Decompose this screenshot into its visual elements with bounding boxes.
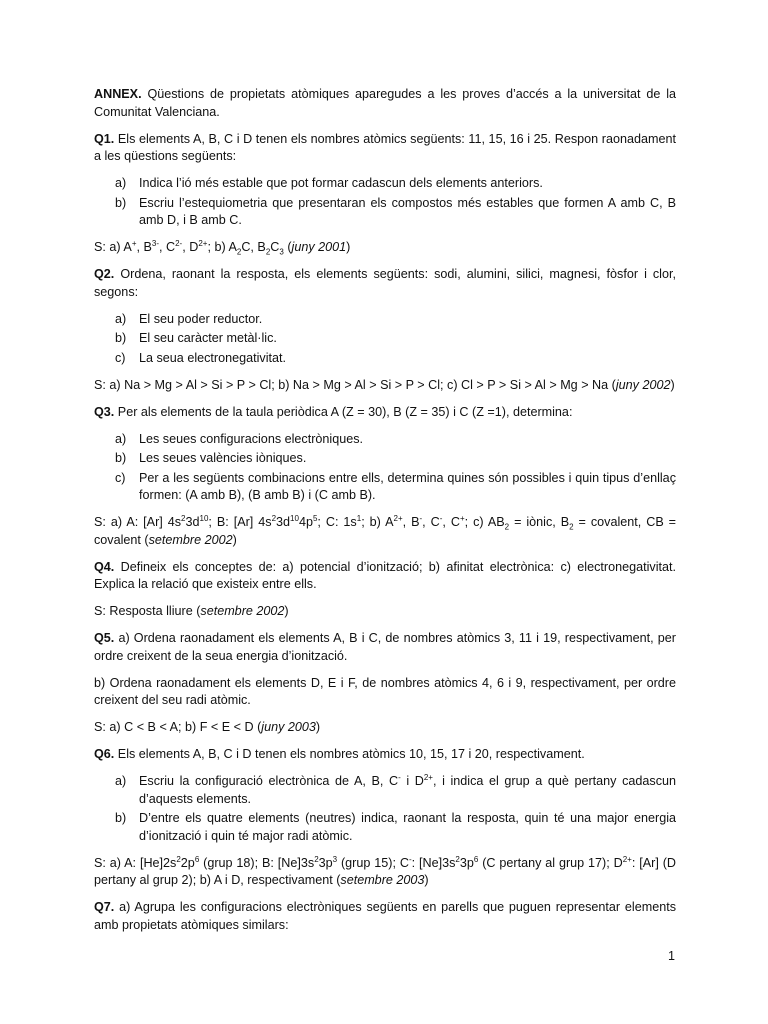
- sol-text: 3p: [318, 855, 333, 870]
- q3-item-c: [94, 470, 676, 505]
- q5-question-b: b) Ordena raonadament els elements D, E i F, de nombres atòmics 4, 6 i 9, respectivament, per ordre creixent del seu radi atòmic.: [94, 675, 676, 707]
- sol-sup: -: [419, 513, 423, 523]
- list-item-text: El seu caràcter metàl·lic.: [139, 331, 277, 345]
- sol-text: S: a) A: [He]2s: [94, 855, 177, 870]
- sol-text: 3p: [459, 855, 474, 870]
- sol-text: ; C: 1s: [317, 515, 357, 529]
- list-item-text: Escriu l’estequiometria que presentaran els compostos més estables que formen A amb C, B amb D, i B amb C.: [139, 195, 676, 227]
- sol-text: (grup 18); B: [Ne]3s: [199, 855, 315, 870]
- list-item-text: , i indica el grup a què pertany cadascun d’aquests elements.: [139, 774, 676, 806]
- sol-text: ): [232, 532, 237, 547]
- list-item-text: Les seues valències iòniques.: [139, 451, 307, 465]
- q1-list: [94, 175, 676, 230]
- sol-text: , C: [442, 515, 460, 529]
- q2-list: [94, 311, 676, 368]
- q5-label: Q5.: [94, 631, 115, 645]
- sol-text: ): [315, 720, 321, 734]
- sol-sup: +: [459, 513, 465, 523]
- q6-list: [94, 773, 676, 845]
- q3-solution: [94, 514, 676, 549]
- q6-item-b: [94, 810, 676, 845]
- q6-label: Q6.: [94, 747, 115, 761]
- q5-text: a) Ordena raonadament els elements A, B i C, de nombres atòmics 3, 11 i 19, respectivament, per ordre creixent de la seua energia d’ionització.: [94, 631, 676, 663]
- sol-text: = iònic, B: [509, 515, 570, 529]
- sol-text: S: a) C < B < A; b) F < E < D (: [94, 720, 262, 734]
- sol-text: S: a) Na > Mg > Al > Si > P > Cl; b) Na > Mg > Al > Si > P > Cl; c) Cl > P > Si > Al > Mg > Na (: [94, 377, 616, 392]
- list-marker: b): [115, 195, 127, 210]
- sol-sup: 2+: [198, 238, 208, 248]
- sol-text: , C: [422, 515, 440, 529]
- annex-label: ANNEX.: [94, 87, 142, 101]
- sol-text: ; c) AB: [464, 515, 505, 529]
- q4-question: [94, 559, 676, 594]
- list-item-text: i D: [400, 774, 424, 788]
- q1-item-a: [94, 175, 676, 193]
- q7-label: Q7.: [94, 900, 115, 914]
- list-item-text: D’entre els quatre elements (neutres) indica, raonant la resposta, quin té una major energia d’ionització i quin té major radi atòmic.: [139, 811, 676, 843]
- q1-question: [94, 131, 676, 166]
- q3-label: Q3.: [94, 404, 115, 419]
- sol-text: 3d: [185, 515, 200, 529]
- sol-date: setembre 2003: [340, 873, 425, 887]
- q5-question: [94, 630, 676, 665]
- sol-text: ): [670, 377, 675, 392]
- sol-text: : [Ne]3s: [411, 855, 456, 870]
- list-item-text: Per a les següents combinacions entre ells, determina quines són possibles i quin tipus d’enllaç formen: (A amb B), (B amb B) i (C amb B).: [139, 470, 676, 502]
- sol-text: : [Ar] (D pertany al grup 2); b) A i D, respectivament (: [94, 855, 676, 887]
- sol-text: , C: [159, 240, 176, 254]
- sol-sup: 2: [271, 513, 277, 523]
- list-item-text: Indica l’ió més estable que pot formar cadascun dels elements anteriors.: [139, 176, 543, 190]
- q6-item-a: [94, 773, 676, 808]
- sol-text: S: Resposta lliure (: [94, 604, 201, 618]
- sol-date: setembre 2002: [148, 532, 233, 547]
- sol-sup: 5: [312, 513, 318, 523]
- annex-paragraph: [94, 86, 676, 121]
- sol-sup: 2-: [175, 238, 183, 248]
- q7-question: [94, 899, 676, 934]
- list-marker: b): [115, 451, 127, 465]
- sol-sup: +: [131, 238, 137, 248]
- q2-item-a: [94, 311, 676, 329]
- q3-text: Per als elements de la taula periòdica A (Z = 30), B (Z = 35) i C (Z =1), determina:: [114, 404, 573, 419]
- q3-item-a: [94, 431, 676, 449]
- list-marker: a): [115, 311, 127, 326]
- sol-date: juny 2002: [615, 377, 671, 392]
- q4-solution: [94, 603, 676, 621]
- q1-solution: [94, 239, 676, 257]
- sol-sub: 2: [236, 247, 242, 257]
- sol-text: , D: [182, 240, 199, 254]
- q1-label: Q1.: [94, 131, 115, 146]
- sol-text: S: a) A: [Ar] 4s: [94, 515, 182, 529]
- q4-label: Q4.: [94, 559, 115, 574]
- q6-question: [94, 746, 676, 764]
- list-marker: a): [115, 774, 127, 788]
- sol-text: ): [346, 240, 351, 254]
- sol-sub: 3: [279, 247, 284, 257]
- list-marker: a): [115, 431, 127, 446]
- sol-sup: -: [439, 513, 443, 523]
- sol-text: ; B: [Ar] 4s: [208, 515, 272, 529]
- sol-sup: 10: [290, 513, 299, 523]
- list-marker: b): [115, 811, 127, 825]
- q3-list: [94, 431, 676, 505]
- q3-question: [94, 404, 676, 422]
- sol-sup: 2+: [393, 513, 403, 523]
- sol-text: C: [270, 240, 280, 254]
- list-item-text: El seu poder reductor.: [139, 311, 263, 326]
- sol-sup: 2: [176, 854, 181, 864]
- sol-sup: 2+: [622, 854, 632, 864]
- sol-text: ): [284, 604, 289, 618]
- sol-sup: 3-: [151, 238, 160, 248]
- sol-sub: 2: [265, 247, 271, 257]
- sol-date: juny 2003: [261, 720, 316, 734]
- item-sup: 2+: [423, 772, 433, 782]
- annex-text: Qüestions de propietats atòmiques aparegudes a les proves d’accés a la universitat de la Comunitat Valenciana.: [94, 87, 676, 119]
- sol-sup: 2: [314, 854, 319, 864]
- q7-text: a) Agrupa les configuracions electròniques següents en parells que puguen representar elements amb propietats atòmiques similars:: [94, 900, 676, 932]
- sol-date: juny 2001: [291, 240, 347, 254]
- q2-question: [94, 266, 676, 301]
- sol-sup: 6: [473, 854, 479, 864]
- sol-sup: 10: [199, 513, 209, 523]
- sol-sup: 1: [356, 513, 362, 523]
- sol-text: , B: [402, 515, 420, 529]
- sol-sub: 2: [504, 522, 510, 532]
- q4-text: Defineix els conceptes de: a) potencial d’ionització; b) afinitat electrònica: c) electronegativitat. Explica la relació que existeix entre ells.: [94, 559, 676, 591]
- q1-item-b: [94, 195, 676, 230]
- q2-label: Q2.: [94, 267, 115, 281]
- sol-text: (C pertany al grup 17); D: [478, 855, 623, 870]
- sol-sub: 2: [569, 522, 574, 532]
- item-sup: -: [398, 772, 401, 782]
- sol-sup: 2: [455, 854, 460, 864]
- sol-text: ): [424, 873, 429, 887]
- sol-text: ; b) A: [207, 240, 237, 254]
- q5-solution: [94, 719, 676, 737]
- sol-text: ; b) A: [361, 515, 394, 529]
- list-item-text: La seua electronegativitat.: [139, 350, 287, 365]
- sol-sup: 6: [194, 854, 200, 864]
- q2-solution: [94, 377, 676, 395]
- q6-solution: [94, 855, 676, 890]
- document-body: [94, 86, 676, 944]
- sol-text: = covalent, CB = covalent (: [94, 515, 677, 547]
- q3-item-b: [94, 450, 676, 468]
- list-marker: c): [115, 470, 126, 485]
- sol-sup: 2: [181, 513, 186, 523]
- list-marker: b): [115, 331, 127, 345]
- sol-text: (: [283, 240, 292, 254]
- q2-text: Ordena, raonant la resposta, els elements següents: sodi, alumini, silici, magnesi, fòsfor i clor, segons:: [94, 267, 676, 299]
- list-marker: a): [115, 176, 127, 190]
- q2-item-b: [94, 330, 676, 348]
- sol-text: (grup 15); C: [337, 855, 409, 870]
- list-item-text: Escriu la configuració electrònica de A, B, C: [139, 774, 399, 788]
- sol-sup: -: [408, 854, 412, 864]
- q2-item-c: [94, 350, 676, 368]
- sol-sup: 3: [332, 854, 338, 864]
- list-item-text: Les seues configuracions electròniques.: [139, 431, 364, 446]
- q1-text: Els elements A, B, C i D tenen els nombres atòmics següents: 11, 15, 16 i 25. Respon raonadament a les qüestions següents:: [94, 131, 676, 163]
- q6-text: Els elements A, B, C i D tenen els nombres atòmics 10, 15, 17 i 20, respectivament.: [114, 747, 585, 761]
- sol-text: , B: [136, 240, 152, 254]
- sol-date: setembre 2002: [200, 604, 285, 618]
- sol-text: C, B: [241, 240, 266, 254]
- sol-text: 3d: [276, 515, 291, 529]
- sol-text: S: a) A: [94, 240, 132, 254]
- page-number: 1: [667, 949, 675, 963]
- sol-text: 2p: [180, 855, 195, 870]
- sol-text: 4p: [298, 515, 313, 529]
- list-marker: c): [115, 350, 126, 365]
